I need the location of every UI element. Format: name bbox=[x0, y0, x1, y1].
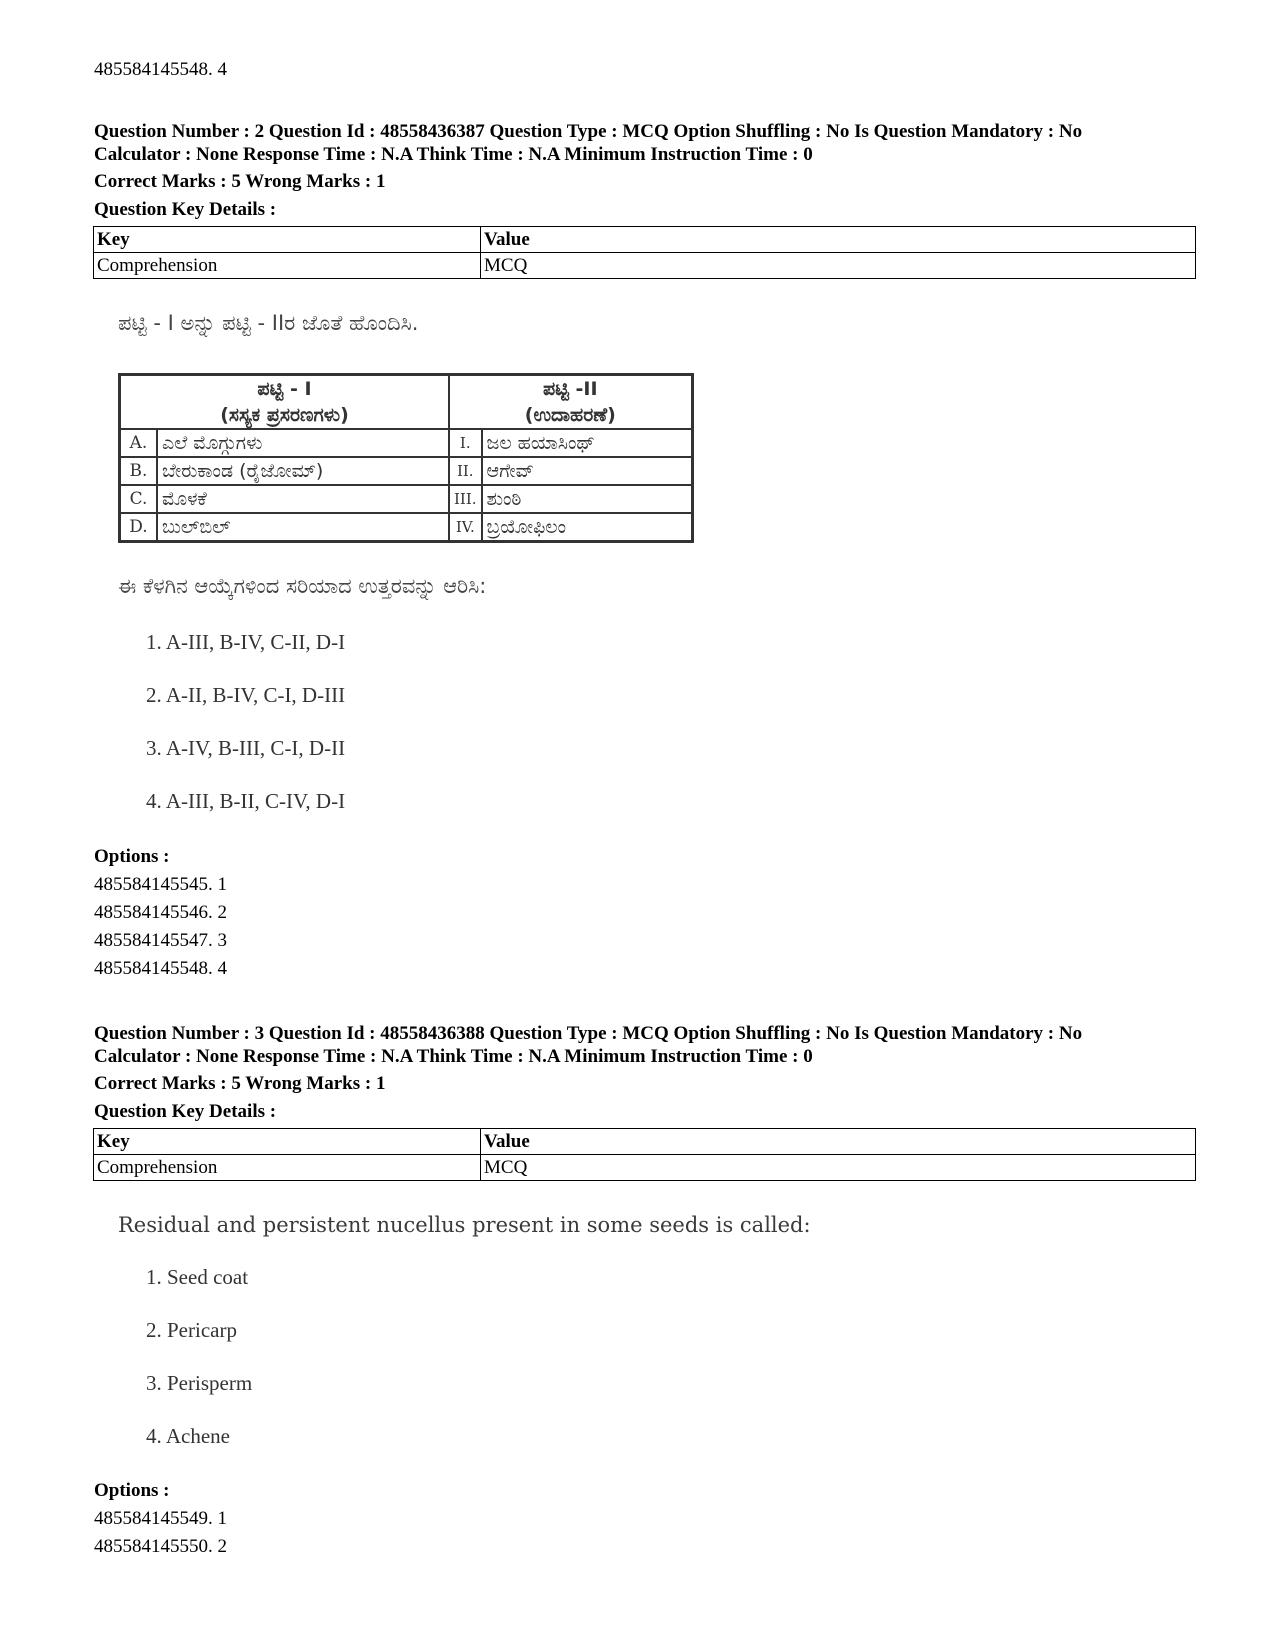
q2-question-text: ಪಟ್ಟಿ - I ಅನ್ನು ಪಟ್ಟಿ - IIರ ಜೊತೆ ಹೊಂದಿಸಿ. bbox=[118, 311, 419, 335]
q2-key-details-label: Question Key Details : bbox=[94, 199, 277, 220]
q3-option-1: 485584145549. 1 bbox=[94, 1508, 227, 1529]
q3-value-header: Value bbox=[481, 1129, 1196, 1155]
q3-header-line2: Calculator : None Response Time : N.A Think Time : N.A Minimum Instruction Time : 0 bbox=[94, 1046, 813, 1067]
q2-row-letter: D. bbox=[120, 513, 158, 542]
q2-col2-header bbox=[449, 375, 692, 430]
q3-value-cell: MCQ bbox=[481, 1155, 1196, 1181]
q2-row-roman: IV. bbox=[449, 513, 482, 542]
q2-row-example: ಜಲ ಹಯಾಸಿಂಥ್ bbox=[482, 429, 693, 457]
q3-choice-3: 3. Perisperm bbox=[146, 1371, 253, 1395]
q2-match-row bbox=[120, 457, 693, 485]
q2-key-table bbox=[93, 226, 1196, 279]
q2-row-example: ಬ್ರಯೋಫಿಲಂ bbox=[482, 513, 693, 542]
q2-option-3: 485584145547. 3 bbox=[94, 930, 227, 951]
q2-key-header: Key bbox=[94, 227, 481, 253]
q3-key-table-row bbox=[94, 1155, 1196, 1181]
q2-match-table bbox=[118, 373, 694, 543]
q2-option-1: 485584145545. 1 bbox=[94, 874, 227, 895]
q2-instruction: ಈ ಕೆಳಗಿನ ಆಯ್ಕೆಗಳಿಂದ ಸರಿಯಾದ ಉತ್ತರವನ್ನು ಆರಿಸಿ: bbox=[118, 574, 487, 598]
q2-key-cell: Comprehension bbox=[94, 253, 481, 279]
q2-col2-title: ಪಟ್ಟಿ -II bbox=[542, 378, 598, 400]
q2-match-row bbox=[120, 485, 693, 513]
q2-col1-subtitle: (ಸಸ್ಯಕ ಪ್ರಸರಣಗಳು) bbox=[220, 404, 349, 426]
q2-choice-1: 1. A-III, B-IV, C-II, D-I bbox=[146, 630, 346, 654]
q2-option-2: 485584145546. 2 bbox=[94, 902, 227, 923]
q2-row-roman: III. bbox=[449, 485, 482, 513]
q3-key-details-label: Question Key Details : bbox=[94, 1101, 277, 1122]
q2-row-roman: I. bbox=[449, 429, 482, 457]
q3-marks: Correct Marks : 5 Wrong Marks : 1 bbox=[94, 1073, 386, 1094]
q3-header-line1: Question Number : 3 Question Id : 48558436388 Question Type : MCQ Option Shuffling : No Is Question Mandatory : No bbox=[94, 1023, 1083, 1044]
q2-row-item: ಬುಲ್‌ಬಿಲ್ bbox=[157, 513, 449, 542]
q2-value-cell: MCQ bbox=[481, 253, 1196, 279]
q2-row-letter: A. bbox=[120, 429, 158, 457]
q3-question-text: Residual and persistent nucellus present in some seeds is called: bbox=[118, 1213, 811, 1237]
q2-row-roman: II. bbox=[449, 457, 482, 485]
q2-col1-title: ಪಟ್ಟಿ - I bbox=[257, 378, 312, 400]
q2-key-table-row bbox=[94, 253, 1196, 279]
q2-value-header: Value bbox=[481, 227, 1196, 253]
q3-choice-2: 2. Pericarp bbox=[146, 1318, 237, 1342]
q3-key-table-header bbox=[94, 1129, 1196, 1155]
q2-row-example: ಆಗೇವ್ bbox=[482, 457, 693, 485]
q2-row-item: ಬೇರುಕಾಂಡ (ರೈಜೋಮ್) bbox=[157, 457, 449, 485]
q2-match-table-header bbox=[120, 375, 693, 430]
q2-options-label: Options : bbox=[94, 846, 170, 867]
q2-row-item: ಎಲೆ ಮೊಗ್ಗುಗಳು bbox=[157, 429, 449, 457]
q3-key-header: Key bbox=[94, 1129, 481, 1155]
q3-choice-1: 1. Seed coat bbox=[146, 1265, 249, 1289]
q3-choice-4: 4. Achene bbox=[146, 1424, 230, 1448]
q2-row-example: ಶುಂಠಿ bbox=[482, 485, 693, 513]
q3-key-table bbox=[93, 1128, 1196, 1181]
q2-match-row bbox=[120, 513, 693, 542]
q2-option-4: 485584145548. 4 bbox=[94, 958, 227, 979]
q3-key-cell: Comprehension bbox=[94, 1155, 481, 1181]
q2-marks: Correct Marks : 5 Wrong Marks : 1 bbox=[94, 171, 386, 192]
q2-choice-4: 4. A-III, B-II, C-IV, D-I bbox=[146, 789, 346, 813]
q2-header-line2: Calculator : None Response Time : N.A Think Time : N.A Minimum Instruction Time : 0 bbox=[94, 144, 813, 165]
q2-row-letter: B. bbox=[120, 457, 158, 485]
q2-match-row bbox=[120, 429, 693, 457]
q2-col2-subtitle: (ಉದಾಹರಣೆ) bbox=[524, 404, 616, 426]
previous-option: 485584145548. 4 bbox=[94, 59, 227, 80]
q2-row-item: ಮೊಳಕೆ bbox=[157, 485, 449, 513]
q3-options-label: Options : bbox=[94, 1480, 170, 1501]
q2-header-line1: Question Number : 2 Question Id : 48558436387 Question Type : MCQ Option Shuffling : No Is Question Mandatory : No bbox=[94, 121, 1083, 142]
q2-row-letter: C. bbox=[120, 485, 158, 513]
q2-choice-3: 3. A-IV, B-III, C-I, D-II bbox=[146, 736, 346, 760]
q2-choice-2: 2. A-II, B-IV, C-I, D-III bbox=[146, 683, 346, 707]
q3-option-2: 485584145550. 2 bbox=[94, 1536, 227, 1557]
q2-col1-header bbox=[120, 375, 450, 430]
q2-key-table-header bbox=[94, 227, 1196, 253]
